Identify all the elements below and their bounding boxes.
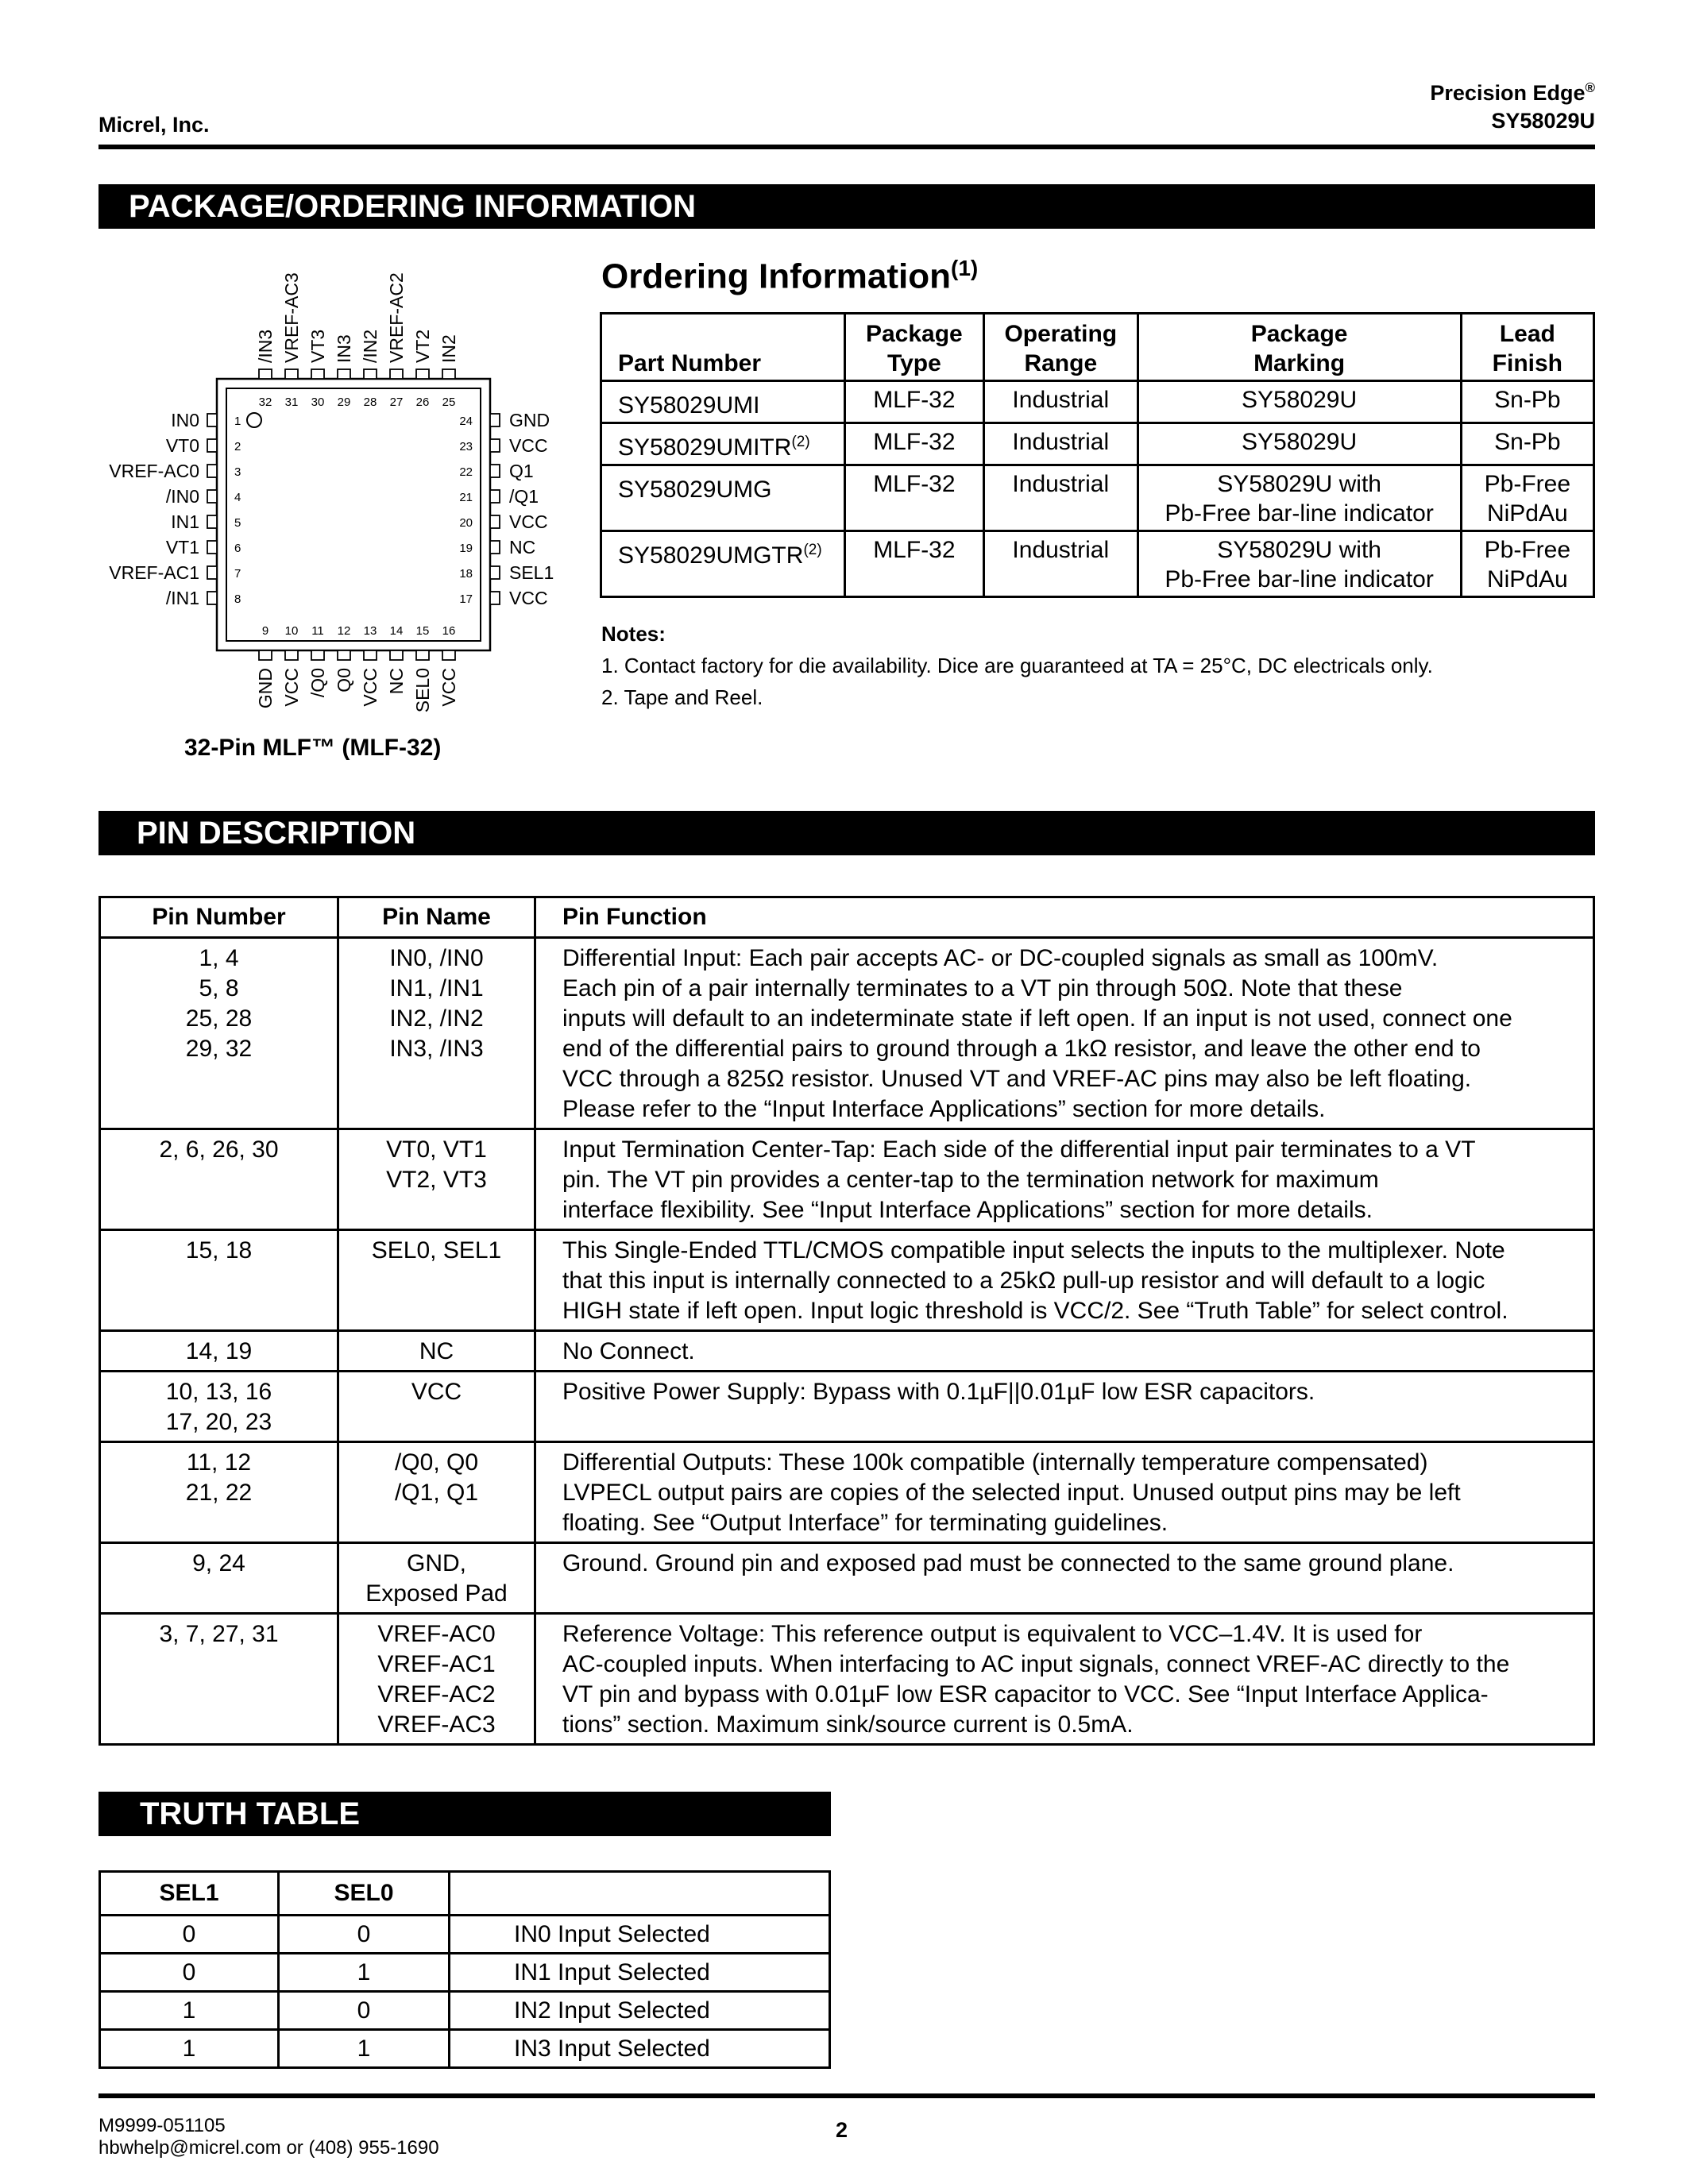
- pin-number-right: 19: [459, 542, 473, 555]
- pin-pad: [490, 490, 500, 503]
- ordering-row: [601, 423, 1594, 465]
- finish-line: NiPdAu: [1486, 566, 1568, 592]
- pin-row: [100, 1372, 1594, 1442]
- pin-names-line: NC: [419, 1338, 454, 1364]
- operating-range: Industrial: [984, 465, 1138, 531]
- ordering-header-text: Marking: [1253, 350, 1346, 376]
- pin-names-line: GND,: [407, 1550, 466, 1576]
- operating-range: Industrial: [984, 531, 1138, 597]
- pin-function-line: interface flexibility. See “Input Interface Applications” section for more details.: [562, 1197, 1373, 1223]
- pin-pad: [207, 490, 217, 503]
- pin-number-top: 31: [284, 396, 299, 409]
- pin-names-line: VREF-AC3: [377, 1711, 496, 1738]
- ordering-header-text: Type: [886, 350, 941, 376]
- pin-label-bottom: Q0: [334, 668, 354, 693]
- pin-function-line: VT pin and bypass with 0.01µF low ESR capacitor to VCC. See “Input Interface Applica-: [562, 1681, 1489, 1707]
- pin-function-line: HIGH state if left open. Input logic threshold is VCC/2. See “Truth Table” for select control.: [562, 1298, 1508, 1324]
- pin-label-top: VT3: [307, 329, 328, 363]
- pin-label-right: SEL1: [509, 562, 554, 583]
- pin-numbers-line: 29, 32: [185, 1036, 253, 1062]
- pin-label-bottom: VCC: [438, 668, 459, 707]
- pin-number-bottom: 15: [415, 624, 430, 638]
- ordering-header-cell: [601, 314, 845, 381]
- page-header-right: [1430, 79, 1595, 135]
- section-bar-truth-table: TRUTH TABLE: [98, 1792, 831, 1836]
- ordering-header-text: Lead: [1499, 321, 1555, 347]
- pin-function: [535, 1331, 1594, 1372]
- pin-function-line: No Connect.: [562, 1338, 695, 1364]
- pin-label-left: /IN1: [165, 588, 199, 608]
- package-marking: [1138, 381, 1461, 423]
- pin-label-bottom: /Q0: [307, 668, 328, 698]
- pin-label-left: VREF-AC1: [109, 562, 199, 583]
- ordering-header-row: [601, 314, 1594, 381]
- truth-header-row: [100, 1872, 830, 1916]
- pin-names: [338, 938, 535, 1129]
- pin-function: [535, 1543, 1594, 1614]
- pin-pad: [285, 369, 298, 379]
- ordering-header-text: Range: [1024, 350, 1098, 376]
- ordering-header-text: Package: [1250, 321, 1348, 347]
- pin-function-line: Please refer to the “Input Interface Applications” section for more details.: [562, 1096, 1326, 1122]
- pin-pad: [311, 369, 324, 379]
- pin-label-right: NC: [509, 537, 536, 558]
- truth-row: [100, 1916, 830, 1954]
- part-number: SY58029UMI: [618, 392, 760, 419]
- pin-label-bottom: NC: [386, 668, 407, 695]
- pin-pad: [390, 369, 403, 379]
- pin-number-bottom: 11: [311, 624, 324, 638]
- pin-function-line: end of the differential pairs to ground through a 1kΩ resistor, and leave the other end to: [562, 1036, 1481, 1062]
- pin-pad: [259, 369, 272, 379]
- pin-names-line: VT2, VT3: [386, 1167, 487, 1193]
- pin-function: [535, 1442, 1594, 1543]
- pin-function: [535, 1129, 1594, 1230]
- pin-number-top: 27: [389, 396, 404, 409]
- pin-function-line: This Single-Ended TTL/CMOS compatible input selects the inputs to the multiplexer. Note: [562, 1237, 1505, 1264]
- pin-function-line: floating. See “Output Interface” for terminating guidelines.: [562, 1510, 1168, 1536]
- pin-numbers-line: 1, 4: [199, 945, 239, 971]
- pin-numbers-line: 5, 8: [199, 975, 239, 1001]
- pin-label-left: VT1: [165, 537, 199, 558]
- ordering-row: [601, 531, 1594, 597]
- section-bar-pin-description: PIN DESCRIPTION: [98, 811, 1595, 855]
- pin-names-line: VREF-AC2: [377, 1681, 496, 1707]
- ordering-header-text: Package: [865, 321, 963, 347]
- truth-cell: 0: [100, 1954, 279, 1992]
- pin-function: [535, 1230, 1594, 1331]
- pin-number-top: 32: [258, 396, 272, 409]
- pin-numbers: [100, 1543, 338, 1614]
- pin-numbers: [100, 1331, 338, 1372]
- pin-names-line: /Q1, Q1: [394, 1480, 479, 1506]
- truth-row: [100, 1954, 830, 1992]
- pin-numbers: [100, 1230, 338, 1331]
- pin-function: [535, 1614, 1594, 1745]
- pin-names: [338, 1543, 535, 1614]
- pin-pad: [442, 369, 455, 379]
- truth-cell: 0: [279, 1916, 450, 1954]
- pin-label-bottom: SEL0: [412, 668, 433, 713]
- ordering-header-cell: [1138, 314, 1461, 381]
- pin-number-left: 8: [234, 592, 241, 606]
- pin-number-left: 6: [234, 542, 241, 555]
- notes-title: Notes:: [601, 622, 666, 646]
- pin-label-top: /IN2: [360, 329, 380, 363]
- pin-pad: [207, 541, 217, 554]
- lead-finish: [1461, 423, 1593, 465]
- footer-contact: hbwhelp@micrel.com or (408) 955-1690: [98, 2137, 439, 2159]
- pin-number-top: 26: [415, 396, 430, 409]
- pin-pad: [207, 515, 217, 528]
- pin-pad: [207, 465, 217, 477]
- pin-label-left: IN0: [171, 410, 199, 430]
- pin-number-top: 28: [363, 396, 377, 409]
- pin-pad: [442, 650, 455, 660]
- note-1: 1. Contact factory for die availability. Dice are guaranteed at TA = 25°C, DC electricals only.: [601, 654, 1433, 677]
- truth-cell: IN1 Input Selected: [450, 1954, 830, 1992]
- ordering-header-cell: [984, 314, 1138, 381]
- operating-range: Industrial: [984, 423, 1138, 465]
- pin-function-line: that this input is internally connected to a 25kΩ pull-up resistor and will default to a logic: [562, 1268, 1485, 1294]
- pin-number-left: 2: [234, 440, 241, 453]
- pin-function-line: AC-coupled inputs. When interfacing to AC input signals, connect VREF-AC directly to the: [562, 1651, 1510, 1677]
- truth-header-cell: SEL0: [279, 1872, 450, 1916]
- marking-line: SY58029U with: [1217, 471, 1381, 497]
- pin-pad: [490, 414, 500, 426]
- truth-cell: 1: [100, 2030, 279, 2068]
- pin-row: [100, 1129, 1594, 1230]
- pin-number-bottom: 16: [442, 624, 456, 638]
- registered-mark: ®: [1585, 80, 1595, 95]
- pin-pad: [207, 566, 217, 579]
- pin-description-table: [98, 896, 1595, 1746]
- pin-label-bottom: VCC: [360, 668, 380, 707]
- pin-pad: [364, 369, 377, 379]
- package-marking: [1138, 423, 1461, 465]
- pin-numbers-line: 17, 20, 23: [165, 1409, 272, 1435]
- pin-function-line: VCC through a 825Ω resistor. Unused VT and VREF-AC pins may also be left floating.: [562, 1066, 1472, 1092]
- truth-cell: IN0 Input Selected: [450, 1916, 830, 1954]
- pin-numbers: [100, 1614, 338, 1745]
- pin-names-line: IN1, /IN1: [389, 975, 484, 1001]
- mlf32-pinout-diagram: [79, 254, 588, 731]
- pin-function: [535, 938, 1594, 1129]
- footer-left: [98, 2115, 439, 2159]
- pin-pad: [285, 650, 298, 660]
- company-name: Micrel, Inc.: [98, 113, 210, 137]
- pin-names: [338, 1331, 535, 1372]
- pin-numbers-line: 25, 28: [185, 1005, 253, 1032]
- doc-number: M9999-051105: [98, 2115, 226, 2136]
- pin-names: [338, 1129, 535, 1230]
- pin-names-line: /Q0, Q0: [394, 1449, 479, 1476]
- pin-number-right: 20: [459, 516, 473, 530]
- marking-line: SY58029U: [1242, 387, 1358, 413]
- pin-numbers-line: 11, 12: [186, 1449, 252, 1476]
- pin1-marker: [247, 413, 261, 427]
- pin-names-line: IN3, /IN3: [389, 1036, 484, 1062]
- pin-pad: [259, 650, 272, 660]
- pin-numbers: [100, 1129, 338, 1230]
- package-marking: [1138, 531, 1461, 597]
- package-type: MLF-32: [844, 531, 983, 597]
- pin-names-line: IN0, /IN0: [389, 945, 484, 971]
- pin-pad: [490, 439, 500, 452]
- pin-numbers-line: 9, 24: [192, 1550, 245, 1576]
- pin-numbers-line: 21, 22: [185, 1480, 253, 1506]
- truth-cell: 0: [100, 1916, 279, 1954]
- part-number: SY58029UMG: [618, 477, 772, 503]
- ordering-title-text: Ordering Information: [601, 257, 951, 296]
- pin-function-line: Input Termination Center-Tap: Each side of the differential input pair terminates to a VT: [562, 1136, 1476, 1163]
- pin-names-line: IN2, /IN2: [389, 1005, 484, 1032]
- chip-caption: 32-Pin MLF™ (MLF-32): [184, 735, 442, 761]
- pin-numbers-line: 10, 13, 16: [165, 1379, 272, 1405]
- pin-pad: [207, 439, 217, 452]
- pin-label-top: VREF-AC3: [281, 272, 302, 363]
- pin-number-left: 1: [234, 415, 241, 428]
- truth-row: [100, 2030, 830, 2068]
- pin-names-line: VREF-AC1: [377, 1651, 496, 1677]
- part-number-cell: [601, 531, 845, 597]
- pin-label-right: Q1: [509, 461, 534, 481]
- pin-number-left: 4: [234, 491, 241, 504]
- pin-row: [100, 938, 1594, 1129]
- marking-line: Pb-Free bar-line indicator: [1165, 500, 1434, 527]
- pin-numbers-line: 3, 7, 27, 31: [159, 1621, 279, 1647]
- pin-row: [100, 1543, 1594, 1614]
- finish-line: Sn-Pb: [1494, 387, 1561, 413]
- truth-header-cell: [450, 1872, 830, 1916]
- pin-header-cell: Pin Function: [535, 897, 1594, 938]
- part-number-cell: [601, 381, 845, 423]
- operating-range: Industrial: [984, 381, 1138, 423]
- ordering-notes: [601, 618, 1433, 713]
- chip-body-inner: [226, 388, 481, 641]
- pin-pad: [490, 541, 500, 554]
- lead-finish: [1461, 465, 1593, 531]
- pin-number-bottom: 9: [261, 624, 269, 638]
- pin-header-cell: Pin Name: [338, 897, 535, 938]
- ordering-row: [601, 381, 1594, 423]
- pin-number-right: 21: [459, 491, 473, 504]
- note-2: 2. Tape and Reel.: [601, 685, 763, 709]
- part-number-cell: [601, 423, 845, 465]
- pin-numbers-line: 15, 18: [185, 1237, 253, 1264]
- pin-pad: [338, 369, 350, 379]
- footer-rule: [98, 2093, 1595, 2098]
- product-line: Precision Edge: [1430, 81, 1586, 105]
- pin-pad: [490, 515, 500, 528]
- part-number: SY58029UMGTR: [618, 542, 804, 569]
- pin-number-right: 18: [459, 567, 473, 581]
- ordering-title: [601, 256, 978, 297]
- pin-number-left: 5: [234, 516, 241, 530]
- chip-body-outline: [217, 379, 490, 650]
- pin-number-right: 17: [459, 592, 473, 606]
- pin-names-line: SEL0, SEL1: [371, 1237, 502, 1264]
- pin-number-top: 25: [442, 396, 456, 409]
- pin-header-cell: Pin Number: [100, 897, 338, 938]
- finish-line: Sn-Pb: [1494, 429, 1561, 455]
- pin-number-left: 7: [234, 567, 241, 581]
- pin-function-line: tions” section. Maximum sink/source current is 0.5mA.: [562, 1711, 1134, 1738]
- pin-numbers: [100, 1372, 338, 1442]
- ordering-row: [601, 465, 1594, 531]
- pin-label-top: VREF-AC2: [386, 272, 407, 363]
- pin-label-right: VCC: [509, 435, 548, 456]
- pin-number-top: 29: [337, 396, 351, 409]
- pin-number-right: 23: [459, 440, 473, 453]
- pin-pad: [207, 414, 217, 426]
- pin-row: [100, 1230, 1594, 1331]
- pin-pad: [364, 650, 377, 660]
- pin-header-row: [100, 897, 1594, 938]
- pin-number-bottom: 13: [363, 624, 377, 638]
- pin-names-line: VREF-AC0: [377, 1621, 496, 1647]
- package-marking: [1138, 465, 1461, 531]
- pin-pad: [490, 566, 500, 579]
- pin-number-bottom: 14: [389, 624, 404, 638]
- part-footnote: (2): [791, 434, 810, 450]
- pin-function-line: Each pin of a pair internally terminates to a VT pin through 50Ω. Note that these: [562, 975, 1403, 1001]
- header-rule: [98, 145, 1595, 149]
- pin-label-right: GND: [509, 410, 550, 430]
- ordering-header-text: Part Number: [618, 350, 762, 376]
- ordering-table: [600, 312, 1595, 598]
- pin-label-left: VT0: [165, 435, 199, 456]
- pin-names: [338, 1230, 535, 1331]
- pin-number-bottom: 12: [337, 624, 351, 638]
- ordering-header-text: Finish: [1492, 350, 1562, 376]
- marking-line: SY58029U with: [1217, 537, 1381, 563]
- truth-cell: 0: [279, 1992, 450, 2030]
- pin-label-top: IN3: [334, 334, 354, 363]
- pin-function-line: Differential Outputs: These 100k compatible (internally temperature compensated): [562, 1449, 1428, 1476]
- marking-line: SY58029U: [1242, 429, 1358, 455]
- truth-cell: IN3 Input Selected: [450, 2030, 830, 2068]
- pin-numbers-line: 14, 19: [185, 1338, 253, 1364]
- pin-numbers: [100, 938, 338, 1129]
- pin-function-line: Ground. Ground pin and exposed pad must be connected to the same ground plane.: [562, 1550, 1454, 1576]
- pin-numbers-line: 2, 6, 26, 30: [159, 1136, 279, 1163]
- pin-function-line: LVPECL output pairs are copies of the selected input. Unused output pins may be left: [562, 1480, 1461, 1506]
- pin-label-top: IN2: [438, 334, 459, 363]
- truth-cell: IN2 Input Selected: [450, 1992, 830, 2030]
- package-type: MLF-32: [844, 465, 983, 531]
- pin-row: [100, 1331, 1594, 1372]
- finish-line: Pb-Free: [1484, 471, 1571, 497]
- package-type: MLF-32: [844, 381, 983, 423]
- ordering-header-cell: [1461, 314, 1593, 381]
- truth-header-cell: SEL1: [100, 1872, 279, 1916]
- pin-row: [100, 1614, 1594, 1745]
- pin-pad: [490, 592, 500, 604]
- truth-cell: 1: [279, 2030, 450, 2068]
- lead-finish: [1461, 531, 1593, 597]
- truth-table: [98, 1870, 831, 2069]
- truth-cell: 1: [100, 1992, 279, 2030]
- pin-label-top: /IN3: [255, 329, 276, 363]
- pin-names: [338, 1372, 535, 1442]
- pin-label-top: VT2: [412, 329, 433, 363]
- ordering-title-note: (1): [951, 256, 979, 280]
- pin-number-left: 3: [234, 465, 241, 479]
- truth-row: [100, 1992, 830, 2030]
- part-number: SY58029UMITR: [618, 434, 792, 461]
- pin-names: [338, 1614, 535, 1745]
- pin-function-line: pin. The VT pin provides a center-tap to the termination network for maximum: [562, 1167, 1379, 1193]
- page-number: 2: [836, 2118, 848, 2142]
- pin-label-right: VCC: [509, 588, 548, 608]
- pin-label-right: /Q1: [509, 486, 539, 507]
- finish-line: Pb-Free: [1484, 537, 1571, 563]
- pin-number-right: 24: [459, 415, 473, 428]
- pin-function-line: Positive Power Supply: Bypass with 0.1µF||0.01µF low ESR capacitors.: [562, 1379, 1315, 1405]
- pin-row: [100, 1442, 1594, 1543]
- truth-cell: 1: [279, 1954, 450, 1992]
- pin-label-left: /IN0: [165, 486, 199, 507]
- section-bar-package: PACKAGE/ORDERING INFORMATION: [98, 184, 1595, 229]
- marking-line: Pb-Free bar-line indicator: [1165, 566, 1434, 592]
- part-number-header: SY58029U: [1491, 109, 1595, 133]
- pin-label-bottom: VCC: [281, 668, 302, 707]
- package-type: MLF-32: [844, 423, 983, 465]
- pin-number-bottom: 10: [284, 624, 299, 638]
- pin-function-line: inputs will default to an indeterminate state if left open. If an input is not used, connect one: [562, 1005, 1512, 1032]
- pin-pad: [338, 650, 350, 660]
- pin-pad: [416, 650, 429, 660]
- pin-label-bottom: GND: [255, 668, 276, 709]
- pin-names-line: VCC: [411, 1379, 462, 1405]
- pin-label-left: IN1: [171, 511, 199, 532]
- pin-pad: [311, 650, 324, 660]
- pin-number-top: 30: [311, 396, 325, 409]
- pin-pad: [490, 465, 500, 477]
- pin-names-line: VT0, VT1: [386, 1136, 487, 1163]
- pin-function-line: Differential Input: Each pair accepts AC- or DC-coupled signals as small as 100mV.: [562, 945, 1439, 971]
- lead-finish: [1461, 381, 1593, 423]
- pin-label-left: VREF-AC0: [109, 461, 199, 481]
- pin-names-line: Exposed Pad: [365, 1580, 508, 1607]
- pin-numbers: [100, 1442, 338, 1543]
- ordering-header-cell: [844, 314, 983, 381]
- pin-names: [338, 1442, 535, 1543]
- pin-label-right: VCC: [509, 511, 548, 532]
- pin-function-line: Reference Voltage: This reference output is equivalent to VCC–1.4V. It is used for: [562, 1621, 1423, 1647]
- ordering-header-text: Operating: [1004, 321, 1118, 347]
- pin-function: [535, 1372, 1594, 1442]
- pin-pad: [390, 650, 403, 660]
- part-footnote: (2): [803, 542, 822, 558]
- finish-line: NiPdAu: [1486, 500, 1568, 527]
- pin-pad: [416, 369, 429, 379]
- part-number-cell: [601, 465, 845, 531]
- pin-pad: [207, 592, 217, 604]
- pin-number-right: 22: [459, 465, 473, 479]
